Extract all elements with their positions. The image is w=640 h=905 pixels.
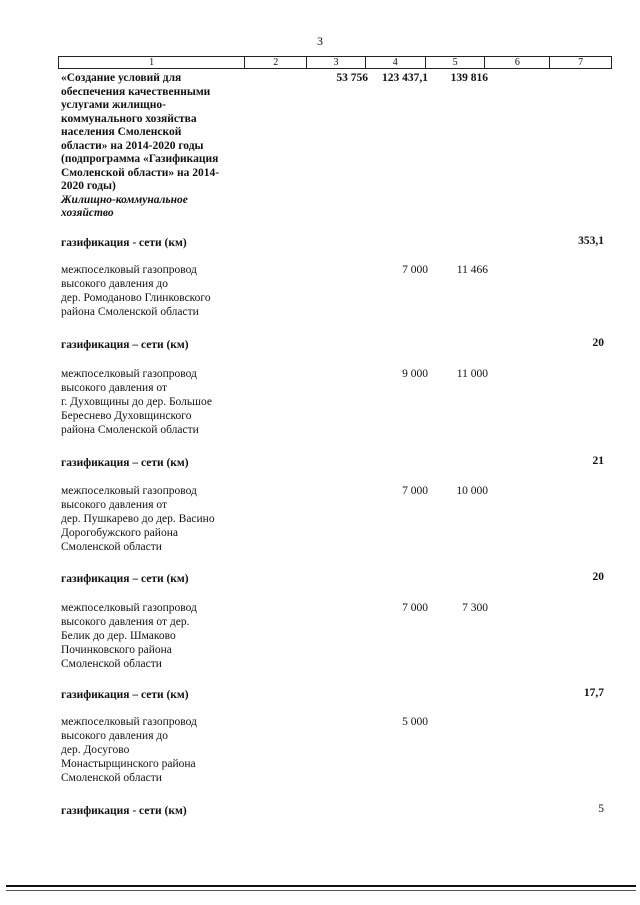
measure-value: 21 [592, 455, 604, 467]
project-desc-line: дер. Ромоданово Глинковского [61, 292, 211, 304]
project-desc-line: Береснево Духовщинского [61, 410, 192, 422]
project-desc-line: Монастырщинского района [61, 758, 196, 770]
program-line: коммунального хозяйства [61, 112, 197, 125]
project-desc-line: дер. Досугово [61, 744, 130, 756]
project-desc-line: Дорогобужского района [61, 527, 178, 539]
header-col-6: 6 [485, 57, 550, 68]
program-col5: 139 816 [450, 72, 488, 84]
measure-label: газификация – сети (км) [61, 573, 189, 585]
measure-value: 17,7 [583, 687, 604, 699]
project-col4: 7 000 [402, 485, 428, 497]
measure-value: 353,1 [578, 235, 604, 247]
measure-value: 20 [592, 337, 604, 349]
project-col5: 11 000 [456, 368, 488, 380]
project-col4: 5 000 [402, 716, 428, 728]
project-desc-line: района Смоленской области [61, 424, 199, 436]
project-desc-line: межпоселковый газопровод [61, 368, 197, 380]
header-col-4: 4 [366, 57, 426, 68]
program-line: услугами жилищно- [61, 99, 166, 111]
sector-line: хозяйство [61, 207, 114, 219]
project-desc-line: Смоленской области [61, 772, 162, 784]
project-col5: 7 300 [462, 602, 488, 614]
header-col-1: 1 [59, 57, 245, 68]
project-desc-line: высокого давления до [61, 730, 168, 742]
project-desc-line: дер. Пушкарево до дер. Васино [61, 513, 215, 525]
project-desc-line: межпоселковый газопровод [61, 602, 197, 614]
program-line: области» на 2014-2020 годы [61, 139, 204, 152]
project-desc-line: межпоселковый газопровод [61, 485, 197, 497]
page-number: 3 [317, 34, 323, 48]
project-col5: 11 466 [456, 264, 488, 276]
program-line: населения Смоленской [61, 126, 182, 138]
program-col4: 123 437,1 [382, 72, 428, 84]
program-col3: 53 756 [336, 72, 368, 84]
program-line: 2020 годы) [61, 180, 116, 192]
measure-label: газификация – сети (км) [61, 457, 189, 469]
project-col5: 10 000 [456, 485, 488, 497]
project-desc-line: Починковского района [61, 644, 172, 656]
project-desc-line: г. Духовщины до дер. Большое [61, 396, 212, 408]
table-header [58, 56, 612, 69]
measure-value: 5 [598, 803, 604, 815]
header-col-2: 2 [245, 57, 307, 68]
project-desc-line: высокого давления от [61, 382, 167, 394]
project-desc-line: района Смоленской области [61, 306, 199, 318]
project-col4: 7 000 [402, 264, 428, 276]
measure-label: газификация - сети (км) [61, 237, 187, 249]
program-line: обеспечения качественными [61, 85, 211, 98]
project-col4: 9 000 [402, 368, 428, 380]
measure-label: газификация - сети (км) [61, 805, 187, 817]
program-line: «Создание условий для [61, 72, 182, 84]
project-desc-line: высокого давления от [61, 499, 167, 511]
header-col-3: 3 [307, 57, 366, 68]
header-col-5: 5 [426, 57, 486, 68]
project-desc-line: Смоленской области [61, 541, 162, 553]
page-bottom-rule-thin [6, 890, 636, 891]
project-desc-line: Смоленской области [61, 658, 162, 670]
project-desc-line: высокого давления до [61, 278, 168, 290]
measure-value: 20 [592, 571, 604, 583]
measure-label: газификация – сети (км) [61, 689, 189, 701]
page-bottom-rule [6, 885, 636, 887]
project-col4: 7 000 [402, 602, 428, 614]
program-line: (подпрограмма «Газификация [61, 153, 219, 165]
measure-label: газификация – сети (км) [61, 339, 189, 351]
sector-line: Жилищно-коммунальное [61, 193, 188, 206]
header-col-7: 7 [578, 57, 584, 68]
project-desc-line: Белик до дер. Шмаково [61, 630, 176, 642]
program-line: Смоленской области» на 2014- [61, 166, 220, 179]
project-desc-line: межпоселковый газопровод [61, 264, 197, 276]
project-desc-line: высокого давления от дер. [61, 616, 190, 628]
project-desc-line: межпоселковый газопровод [61, 716, 197, 728]
